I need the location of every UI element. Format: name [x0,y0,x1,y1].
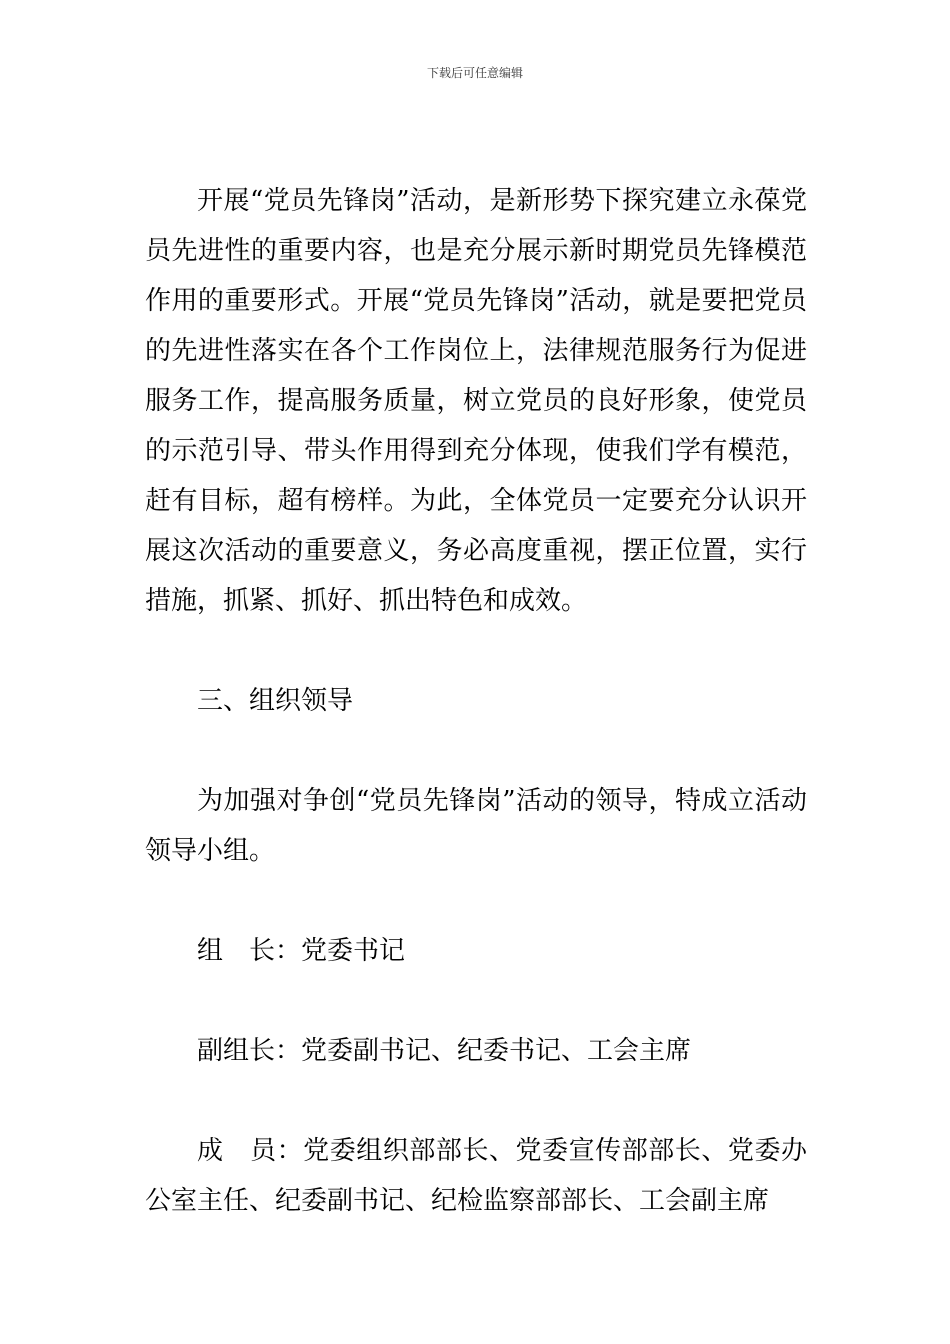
paragraph-deputy-leader: 副组长：党委副书记、纪委书记、工会主席 [197,1036,692,1066]
paragraph-leadership-group: 为加强对争创“党员先锋岗”活动的领导，特成立活动领导小组。 [145,786,807,866]
page-header: 下载后可任意编辑 [426,66,523,80]
paragraph-members: 成 员：党委组织部部长、党委宣传部部长、党委办公室主任、纪委副书记、纪检监察部部长、工会副主席 [145,1136,807,1216]
section-heading-organization: 三、组织领导 [197,686,354,716]
document-body [145,176,807,1226]
paragraph-group-leader: 组 长：党委书记 [197,936,406,966]
paragraph-activity-purpose: 开展“党员先锋岗”活动，是新形势下探究建立永葆党员先进性的重要内容，也是充分展示新时期党员先锋模范作用的重要形式。开展“党员先锋岗”活动，就是要把党员的先进性落实在各个工作岗位上，法律规范服务行为促进服务工作，提高服务质量，树立党员的良好形象，使党员的示范引导、带头作用得到充分体现，使我们学有模范，赶有目标，超有榜样。为此，全体党员一定要充分认识开展这次活动的重要意义，务必高度重视，摆正位置，实行措施，抓紧、抓好、抓出特色和成效。 [145,186,807,616]
